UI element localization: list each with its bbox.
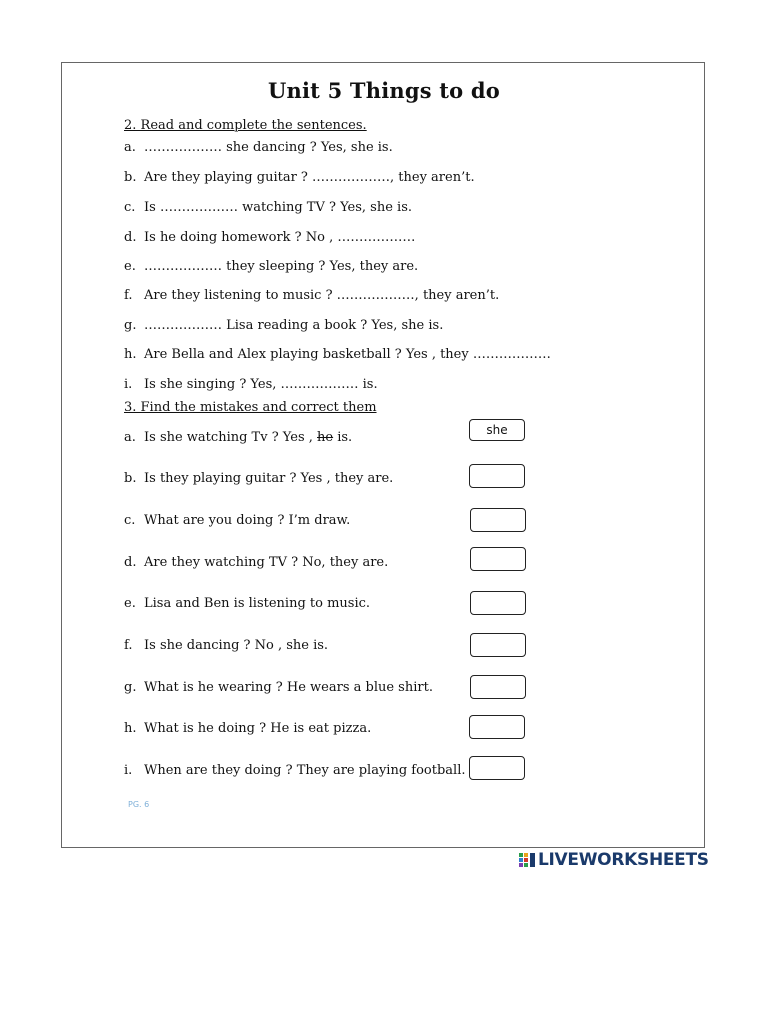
item-label: f. — [124, 288, 133, 303]
sentence-row — [124, 170, 475, 185]
sentence-text: Are they listening to music ? ………………, they aren’t. — [144, 288, 500, 303]
answer-box[interactable] — [470, 675, 526, 699]
sentence-text: Is she watching Tv ? Yes , — [144, 430, 318, 445]
sentence-row — [124, 347, 551, 362]
item-label: e. — [124, 596, 136, 611]
sentence-text: What are you doing ? I’m draw. — [144, 513, 351, 528]
sentence-row — [124, 259, 418, 274]
mistake-row — [124, 513, 350, 528]
answer-box[interactable] — [469, 715, 525, 739]
item-label: c. — [124, 200, 136, 215]
sentence-text: Are they playing guitar ? ………………, they aren’t. — [144, 170, 475, 185]
brand-name: LIVEWORKSHEETS — [538, 850, 709, 870]
sentence-text: Lisa and Ben is listening to music. — [144, 596, 371, 611]
mistake-row — [124, 763, 466, 778]
item-label: b. — [124, 170, 137, 185]
struck-word: he — [317, 430, 334, 445]
item-label: i. — [124, 763, 133, 778]
item-label: d. — [124, 555, 137, 570]
item-label: e. — [124, 259, 136, 274]
page-title: Unit 5 Things to do — [268, 78, 500, 103]
sentence-text: ……………… she dancing ? Yes, she is. — [144, 140, 393, 155]
sentence-text: ……………… Lisa reading a book ? Yes, she is. — [144, 318, 444, 333]
mistake-row — [124, 471, 393, 486]
liveworksheets-logo-icon — [519, 853, 536, 868]
item-label: a. — [124, 140, 136, 155]
liveworksheets-brand[interactable] — [519, 850, 709, 870]
answer-box[interactable] — [470, 547, 526, 571]
sentence-text: Is she singing ? Yes, ……………… is. — [144, 377, 378, 392]
sentence-row — [124, 230, 415, 245]
sentence-text-end: is. — [333, 430, 353, 445]
mistake-row — [124, 680, 433, 695]
item-label: d. — [124, 230, 137, 245]
section3-heading: 3. Find the mistakes and correct them — [124, 400, 377, 415]
sentence-row — [124, 318, 443, 333]
sentence-text: Are they watching TV ? No, they are. — [144, 555, 389, 570]
sentence-text: ……………… they sleeping ? Yes, they are. — [144, 259, 419, 274]
answer-box[interactable] — [470, 633, 526, 657]
section2-heading: 2. Read and complete the sentences. — [124, 118, 367, 133]
item-label: f. — [124, 638, 133, 653]
item-label: c. — [124, 513, 136, 528]
item-label: i. — [124, 377, 133, 392]
item-label: h. — [124, 721, 137, 736]
answer-box[interactable] — [470, 508, 526, 532]
sentence-text: Is they playing guitar ? Yes , they are. — [144, 471, 394, 486]
mistake-row — [124, 638, 328, 653]
answer-box[interactable] — [469, 464, 525, 488]
sentence-text: What is he wearing ? He wears a blue shirt. — [144, 680, 433, 695]
sentence-row — [124, 140, 393, 155]
answer-box[interactable] — [469, 756, 525, 780]
sentence-text: Is he doing homework ? No , ……………… — [144, 230, 416, 245]
item-label: g. — [124, 680, 137, 695]
item-label: h. — [124, 347, 137, 362]
item-label: b. — [124, 471, 137, 486]
sentence-text: Is she dancing ? No , she is. — [144, 638, 329, 653]
mistake-row — [124, 721, 371, 736]
sentence-text: When are they doing ? They are playing football. — [144, 763, 466, 778]
sentence-text: What is he doing ? He is eat pizza. — [144, 721, 372, 736]
sentence-row — [124, 377, 378, 392]
sentence-text: Are Bella and Alex playing basketball ? Yes , they ……………… — [144, 347, 551, 362]
answer-box[interactable]: she — [469, 419, 525, 441]
mistake-row — [124, 596, 370, 611]
answer-box[interactable] — [470, 591, 526, 615]
sentence-text: Is ……………… watching TV ? Yes, she is. — [144, 200, 413, 215]
sentence-row — [124, 200, 412, 215]
item-label: a. — [124, 430, 136, 445]
sentence-row — [124, 288, 499, 303]
mistake-row — [124, 430, 352, 445]
page-number: PG. 6 — [128, 800, 150, 809]
mistake-row — [124, 555, 388, 570]
item-label: g. — [124, 318, 137, 333]
